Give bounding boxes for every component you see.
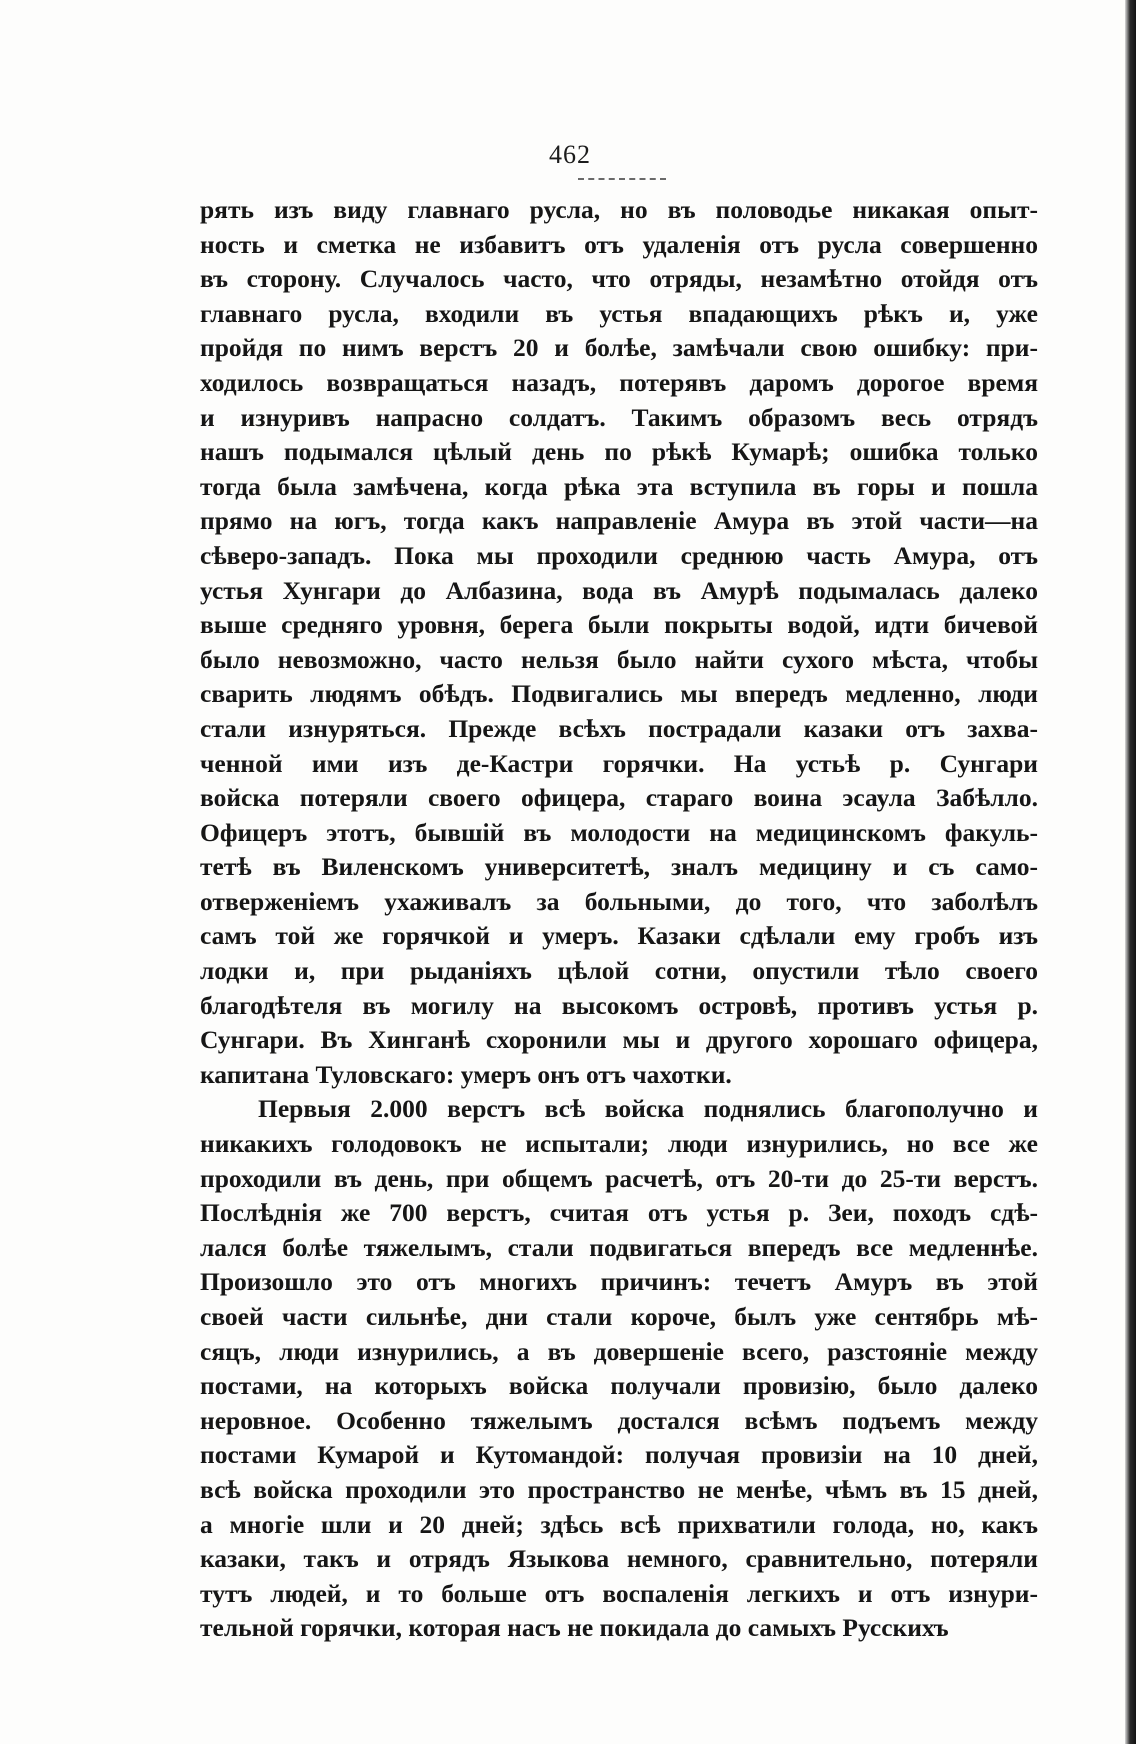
text-line: казаки, такъ и отрядъ Языкова немного, сравнительно, потеряли xyxy=(200,1544,1038,1574)
text-line: войска потеряли своего офицера, стараго воина эсаула Забѣлло. xyxy=(200,783,1038,813)
text-line: Произошло это отъ многихъ причинъ: течетъ Амуръ въ этой xyxy=(200,1267,1038,1297)
paragraph xyxy=(200,1092,1038,1646)
text-line: проходили въ день, при общемъ расчетѣ, отъ 20-ти до 25-ти верстъ. xyxy=(200,1163,1038,1193)
text-line: никакихъ голодовокъ не испытали; люди изнурились, но все же xyxy=(200,1129,1038,1159)
text-line: устья Хунгари до Албазина, вода въ Амурѣ подымалась далеко xyxy=(200,575,1038,605)
text-line: всѣ войска проходили это пространство не менѣе, чѣмъ въ 15 дней, xyxy=(200,1474,1038,1504)
text-line: благодѣтеля въ могилу на высокомъ островѣ, противъ устья р. xyxy=(200,990,1038,1020)
text-line: ходилось возвращаться назадъ, потерявъ даромъ дорогое время xyxy=(200,367,1038,397)
text-line: Первыя 2.000 верстъ всѣ войска поднялись благополучно и xyxy=(258,1094,1038,1124)
paragraph xyxy=(200,193,1038,1092)
text-line: лался болѣе тяжелымъ, стали подвигаться впередъ все медленнѣе. xyxy=(200,1232,1038,1262)
text-line: тутъ людей, и то больше отъ воспаленія легкихъ и отъ изнури- xyxy=(200,1578,1038,1608)
text-line: постами, на которыхъ войска получали провизію, было далеко xyxy=(200,1371,1038,1401)
text-line: тетѣ въ Виленскомъ университетѣ, зналъ медицину и съ само- xyxy=(200,852,1038,882)
text-line: своей части сильнѣе, дни стали короче, былъ уже сентябрь мѣ- xyxy=(200,1302,1038,1331)
text-line: прямо на югъ, тогда какъ направленіе Амура въ этой части—на xyxy=(200,506,1038,536)
text-line: было невозможно, часто нельзя было найти сухого мѣста, чтобы xyxy=(200,644,1038,674)
text-line: ность и сметка не избавитъ отъ удаленія отъ русла совершенно xyxy=(200,229,1038,259)
text-line: стали изнуряться. Прежде всѣхъ пострадали казаки отъ захва- xyxy=(200,713,1038,743)
text-line: Послѣднія же 700 верстъ, считая отъ устья р. Зеи, походъ сдѣ- xyxy=(200,1198,1038,1228)
text-line: а многіе шли и 20 дней; здѣсь всѣ прихватили голода, но, какъ xyxy=(200,1509,1038,1539)
text-line: тогда была замѣчена, когда рѣка эта вступила въ горы и пошла xyxy=(200,471,1038,501)
text-line: главнаго русла, входили въ устья впадающихъ рѣкъ и, уже xyxy=(200,298,1038,328)
text-line: сварить людямъ обѣдъ. Подвигались мы впередъ медленно, люди xyxy=(200,679,1038,709)
text-line: неровное. Особенно тяжелымъ достался всѣмъ подъемъ между xyxy=(200,1405,1038,1435)
page-edge-shadow xyxy=(1125,0,1136,1744)
text-line: ченной ими изъ де-Кастри горячки. На устьѣ р. Сунгари xyxy=(200,748,1038,778)
body-text xyxy=(200,193,1038,1646)
text-line: сяцъ, люди изнурились, а въ довершеніе всего, разстояніе между xyxy=(200,1336,1038,1366)
text-line: лодки и, при рыданіяхъ цѣлой сотни, опустили тѣло своего xyxy=(200,956,1038,986)
text-line: капитана Туловскаго: умеръ онъ отъ чахотки. xyxy=(200,1059,732,1089)
text-line: и изнуривъ напрасно солдатъ. Такимъ образомъ весь отрядъ xyxy=(200,402,1038,432)
text-line: самъ той же горячкой и умеръ. Казаки сдѣлали ему гробъ изъ xyxy=(200,921,1038,951)
page-number-rule xyxy=(578,178,666,180)
text-line: нашъ подымался цѣлый день по рѣкѣ Кумарѣ; ошибка только xyxy=(200,437,1038,467)
page-number: 462 xyxy=(549,140,591,169)
text-line: выше средняго уровня, берега были покрыты водой, идти бичевой xyxy=(200,610,1038,640)
text-line: пройдя по нимъ верстъ 20 и болѣе, замѣчали свою ошибку: при- xyxy=(200,333,1038,363)
text-line: въ сторону. Случалось часто, что отряды, незамѣтно отойдя отъ xyxy=(200,264,1038,294)
text-line: Сунгари. Въ Хинганѣ схоронили мы и другого хорошаго офицера, xyxy=(200,1025,1038,1055)
text-line: тельной горячки, которая насъ не покидала до самыхъ Русскихъ xyxy=(200,1613,949,1643)
text-line: постами Кумарой и Кутомандой: получая провизіи на 10 дней, xyxy=(200,1440,1038,1470)
text-line: отверженіемъ ухаживалъ за больными, до того, что заболѣлъ xyxy=(200,886,1038,916)
text-line: сѣверо-западъ. Пока мы проходили среднюю часть Амура, отъ xyxy=(200,540,1038,570)
text-line: рять изъ виду главнаго русла, но въ половодье никакая опыт- xyxy=(200,195,1038,224)
text-line: Офицеръ этотъ, бывшій въ молодости на медицинскомъ факуль- xyxy=(200,817,1038,847)
